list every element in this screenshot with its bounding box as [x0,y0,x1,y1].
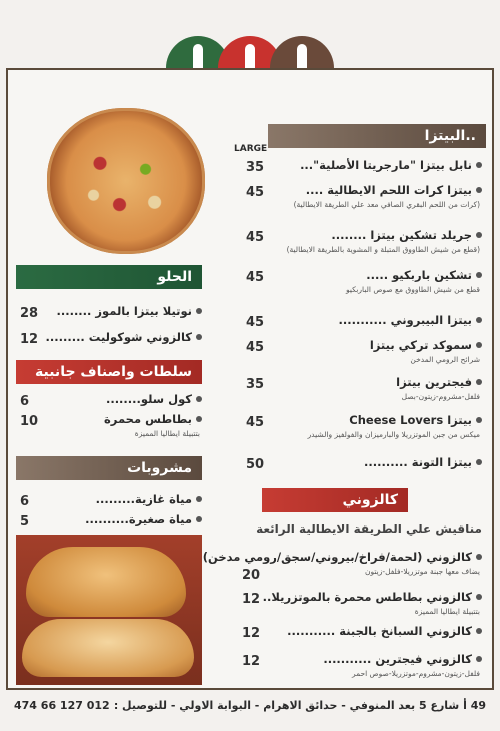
calzone-bottom [22,619,194,677]
pizza-item-name [300,158,482,172]
salads-section-header [16,360,202,384]
calzone-item-desc: يضاف معها جبنة موتزريلا-فلفل-زيتون [365,567,480,576]
calzone-item-price: 12 [242,654,261,669]
pizza-item-label: فيجترين بيتزا [396,375,472,389]
calzone-subtitle: مناقيش علي الطريقة الايطالية الرائعة [256,522,482,536]
drinks-item-name [96,492,202,506]
bullet-icon [476,459,482,465]
salads-item-label: بطاطس محمرة [104,412,192,426]
sweets-section-header [16,265,202,289]
salads-item-name [104,412,202,426]
drinks-item-price: 6 [20,494,30,509]
bullet-icon [196,516,202,522]
salads-item-desc: بتتبيلة ايطاليا المميزة [134,429,200,438]
pizza-item-name [349,413,482,427]
calzone-item-label: كالزوني بطاطس محمرة بالموتزريلا.. [262,590,472,604]
pizza-item-desc: شرائح الرومي المدخن [410,355,480,364]
pizza-item-name [366,268,482,282]
pizza-item-desc: فلفل-مشروم-زيتون-بصل [401,392,480,401]
calzone-item-name [203,550,482,564]
sweets-section-title: الحلو [157,269,192,285]
calzone-section-header [262,488,408,512]
calzone-item-name [263,590,482,604]
pizza-item-name [396,375,482,389]
sweets-item-label: كالزوني شوكوليت ......... [45,330,192,344]
bullet-icon [196,308,202,314]
drinks-item-price: 5 [20,514,30,529]
bullet-icon [196,396,202,402]
pizza-item-price: 35 [246,377,265,392]
salads-item-label: كول سلو........ [105,392,192,406]
bullet-icon [476,187,482,193]
drinks-section-title: مشروبات [127,460,192,476]
calzone-top [26,547,186,617]
pizza-item-price: 45 [246,230,265,245]
bullet-icon [196,416,202,422]
calzone-item-price: 12 [242,626,261,641]
pizza-item-desc: ميكس من جبن الموتزريلا والبارميزان والفولفيز والشيدر [307,430,480,439]
bullet-icon [476,379,482,385]
bullet-icon [476,317,482,323]
bullet-icon [476,162,482,168]
pizza-item-price: 50 [246,457,265,472]
drinks-item-label: مياة صغيرة.......... [85,512,192,526]
drinks-section-header [16,456,202,480]
pizza-section-title: البيتزا.. [424,128,476,144]
pizza-item-label: بيتزا Cheese Lovers [349,413,472,427]
pizza-item-price: 45 [246,315,265,330]
salads-item-price: 6 [20,394,30,409]
calzone-item-label: كالزوني (لحمة/فراخ/بيروني/سجق/رومي مدخن) [202,550,472,564]
calzone-item-name [287,624,482,638]
pizza-item-price: 45 [246,340,265,355]
pizza-item-name [370,338,482,352]
bullet-icon [476,554,482,560]
bullet-icon [476,232,482,238]
salads-item-price: 10 [20,414,39,429]
bullet-icon [476,272,482,278]
sweets-item-label: نوتيلا بيتزا بالموز ........ [56,304,192,318]
pizza-item-name [339,313,482,327]
calzone-image [16,535,202,685]
size-label: LARGE [234,144,268,154]
calzone-item-price: 12 [242,592,261,607]
pizza-item-label: جريلد تشكين بيتزا ........ [331,228,472,242]
pizza-item-label: نابل بيتزا "مارجريتا الأصلية"... [300,158,472,172]
footer-address: 49 أ شارع 5 بعد المنوفي - حدائق الاهرام - البوابة الاولي - للتوصيل : [113,698,486,712]
pizza-item-label: سموكد تركي بيتزا [369,338,472,352]
calzone-item-desc: فلفل-زيتون-مشروم-موتزريلا-صوص احمر [351,669,480,678]
pizza-item-label: تشكين باربكيو ..... [366,268,472,282]
calzone-item-price: 20 [242,568,261,583]
sweets-item-price: 12 [20,332,39,347]
pizza-item-desc: (قطع من شيش الطاووق المتبلة و المشوية بالطريقة الايطالية) [286,245,480,254]
drinks-item-name [85,512,202,526]
pizza-item-label: بيتزا التونة .......... [364,455,472,469]
pizza-item-price: 45 [246,415,265,430]
bullet-icon [196,334,202,340]
calzone-item-name [323,652,482,666]
footer [6,692,494,718]
pizza-item-label: بيتزا كرات اللحم الايطالية .... [305,183,472,197]
bullet-icon [476,628,482,634]
calzone-item-label: كالزوني السبانخ بالجبنة ........... [287,624,472,638]
pizza-item-price: 45 [246,185,265,200]
calzone-item-desc: بتتبيلة ايطاليا المميزة [414,607,480,616]
sweets-item-name [45,330,202,344]
pizza-item-desc: (كرات من اللحم البقري الصافي معد علي الطريقة الايطالية) [293,200,480,209]
pizza-item-label: بيتزا البيبروني ........... [338,313,472,327]
bullet-icon [476,656,482,662]
calzone-item-label: كالزوني فيجترين ........... [323,652,472,666]
footer-phone: 474 66 127 012 [14,698,110,712]
bullet-icon [476,417,482,423]
sweets-item-name [56,304,202,318]
salads-section-title: سلطات واصناف جانبية [35,364,192,380]
calzone-section-title: كالزوني [342,492,398,508]
salads-item-name [106,392,202,406]
sweets-item-price: 28 [20,306,39,321]
pizza-item-price: 35 [246,160,265,175]
bullet-icon [476,342,482,348]
drinks-item-label: مياة غازية......... [95,492,192,506]
pizza-item-name [364,455,482,469]
pizza-section-header [268,124,486,148]
pizza-image [47,108,205,254]
bullet-icon [196,496,202,502]
pizza-item-price: 45 [246,270,265,285]
bullet-icon [476,594,482,600]
pizza-item-desc: قطع من شيش الطاووق مع صوص الباربكيو [346,285,480,294]
pizza-item-name [331,228,482,242]
pizza-item-name [306,183,482,197]
